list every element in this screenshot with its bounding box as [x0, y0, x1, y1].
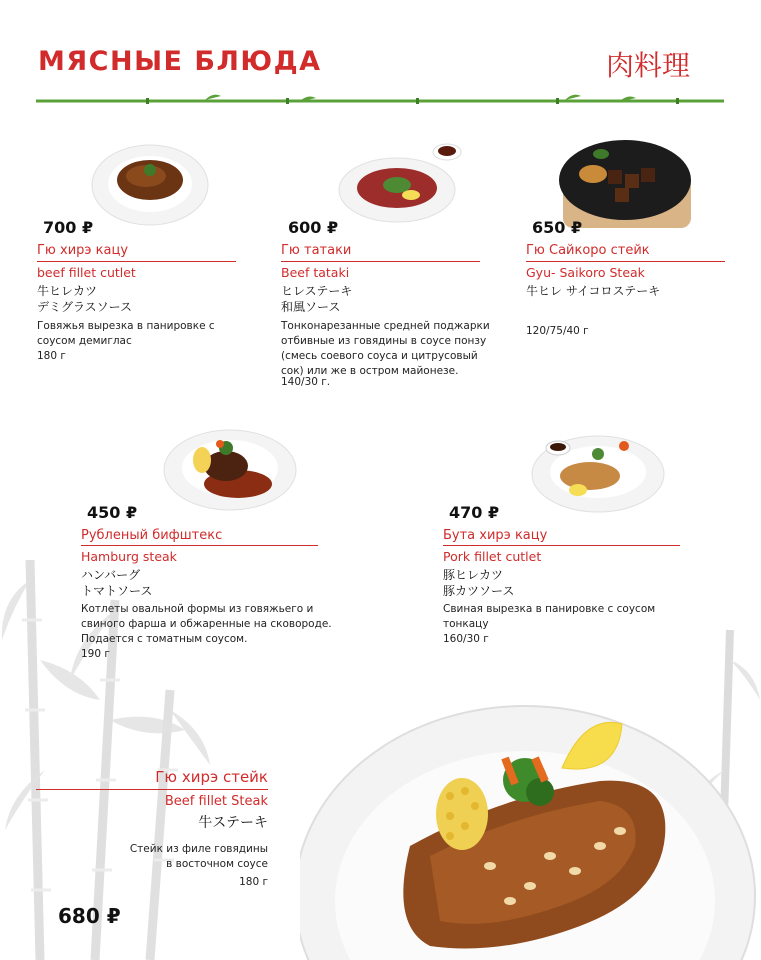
dish-name-ru: Гю татаки [281, 243, 352, 258]
beef-fillet-steak-photo [300, 696, 761, 960]
dish-name-jp: 牛ステーキ [198, 815, 268, 831]
dish-name-jp: 牛ヒレ サイコロステーキ [526, 284, 661, 298]
dish-description: Стейк из филе говядины в восточном соусе [129, 843, 268, 870]
red-underline [36, 789, 268, 790]
beef-fillet-cutlet-photo [88, 140, 213, 230]
beef-tataki-photo [335, 140, 470, 235]
dish-weight: 190 г [81, 648, 110, 660]
dish-weight: 180 г [239, 876, 268, 888]
dish-name-ru: Гю хирэ кацу [37, 243, 129, 258]
pork-fillet-cutlet-photo [528, 428, 668, 518]
price-saikoro-steak: 650 ₽ [532, 218, 583, 237]
red-underline [526, 261, 725, 262]
red-underline [281, 261, 480, 262]
dish-name-en: beef fillet cutlet [37, 265, 136, 280]
dish-name-jp: ヒレステーキ [281, 284, 353, 298]
bamboo-leaf-decoration [200, 92, 320, 108]
saikoro-steak-photo [553, 132, 703, 232]
price-pork-fillet-cutlet: 470 ₽ [449, 503, 500, 522]
dish-name-en: Beef tataki [281, 265, 350, 280]
dish-name-jp: 牛ヒレカツ [37, 284, 98, 298]
page-title-japanese: 肉料理 [606, 49, 691, 82]
red-underline [443, 545, 680, 546]
page-title: МЯСНЫЕ БЛЮДА [38, 46, 322, 77]
dish-name-ru: Гю хирэ стейк [155, 768, 268, 786]
dish-description: Свиная вырезка в панировке с соусом тонкацу [443, 603, 656, 630]
dish-description: Тонконарезанные средней поджарки отбивные из говядины в соусе понзу (смесь соевого соуса и цитрусовый сок) или же в остром майонезе. [281, 320, 490, 377]
price-beef-fillet-steak: 680 ₽ [58, 904, 121, 928]
dish-sauce-jp: 和風ソース [281, 300, 341, 314]
bamboo-leaf-decoration-2 [560, 92, 640, 108]
dish-name-ru: Гю Сайкоро стейк [526, 243, 650, 258]
price-hamburg-steak: 450 ₽ [87, 503, 138, 522]
dish-weight: 120/75/40 г [526, 325, 589, 337]
dish-description: Говяжья вырезка в панировке с соусом демиглас [37, 320, 215, 347]
dish-weight: 180 г [37, 350, 66, 362]
dish-name-jp: 豚ヒレカツ [443, 568, 504, 582]
dish-sauce-jp: トマトソース [81, 584, 153, 598]
price-beef-tataki: 600 ₽ [288, 218, 339, 237]
dish-weight: 160/30 г [443, 633, 489, 645]
dish-name-en: Beef fillet Steak [164, 794, 268, 809]
dish-weight: 140/30 г. [281, 376, 331, 388]
red-underline [37, 261, 236, 262]
dish-name-en: Hamburg steak [81, 549, 177, 564]
dish-description: Котлеты овальной формы из говяжьего и свиного фарша и обжаренные на сковороде. Подается с томатным соусом. [81, 603, 332, 645]
dish-sauce-jp: 豚カツソース [443, 584, 515, 598]
dish-name-en: Pork fillet cutlet [443, 549, 542, 564]
dish-name-ru: Бута хирэ кацу [443, 528, 548, 543]
dish-sauce-jp: デミグラスソース [37, 300, 133, 314]
hamburg-steak-photo [160, 424, 300, 514]
dish-name-jp: ハンバーグ [81, 568, 141, 582]
red-underline [81, 545, 318, 546]
price-beef-fillet-cutlet: 700 ₽ [43, 218, 94, 237]
dish-name-en: Gyu- Saikoro Steak [526, 265, 645, 280]
dish-name-ru: Рубленый бифштекс [81, 528, 223, 543]
